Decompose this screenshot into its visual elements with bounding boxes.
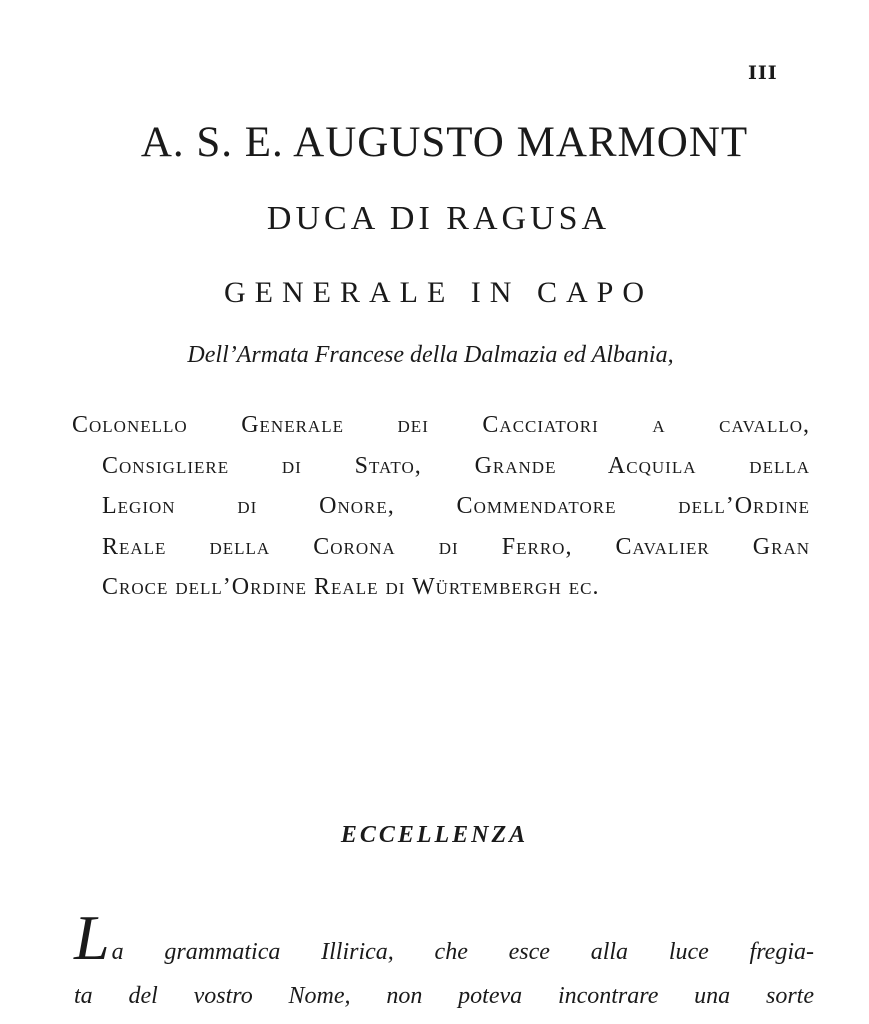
dignity-line: Consigliere di Stato, Grande Acquila della <box>102 452 810 479</box>
dedicatee-name: A. S. E. AUGUSTO MARMONT <box>140 119 749 166</box>
salutation: ECCELLENZA <box>340 822 529 848</box>
drop-cap: L <box>74 902 110 973</box>
dedicatee-rank: GENERALE IN CAPO <box>224 276 653 309</box>
dignities-block <box>72 405 812 608</box>
body-line: ta del vostro Nome, non poteva incontrare una sorte <box>74 983 814 1009</box>
dignity-line: Legion di Onore, Commendatore dell’Ordine <box>102 493 810 519</box>
page-number: III <box>748 62 778 84</box>
dedication-body <box>74 902 814 1018</box>
body-line-text: a grammatica Illirica, che esce alla luce fregia- <box>111 939 814 965</box>
dedicatee-title: DUCA DI RAGUSA <box>266 200 611 237</box>
body-line <box>74 902 814 974</box>
dignity-line: Reale della Corona di Ferro, Cavalier Gran <box>102 533 810 560</box>
dedicatee-army: Dell’Armata Francese della Dalmazia ed Albania, <box>187 342 674 368</box>
dignity-line: Croce dell’Ordine Reale di Würtembergh ec. <box>102 574 600 600</box>
dignity-line: Colonello Generale dei Cacciatori a cavallo, <box>72 412 810 438</box>
